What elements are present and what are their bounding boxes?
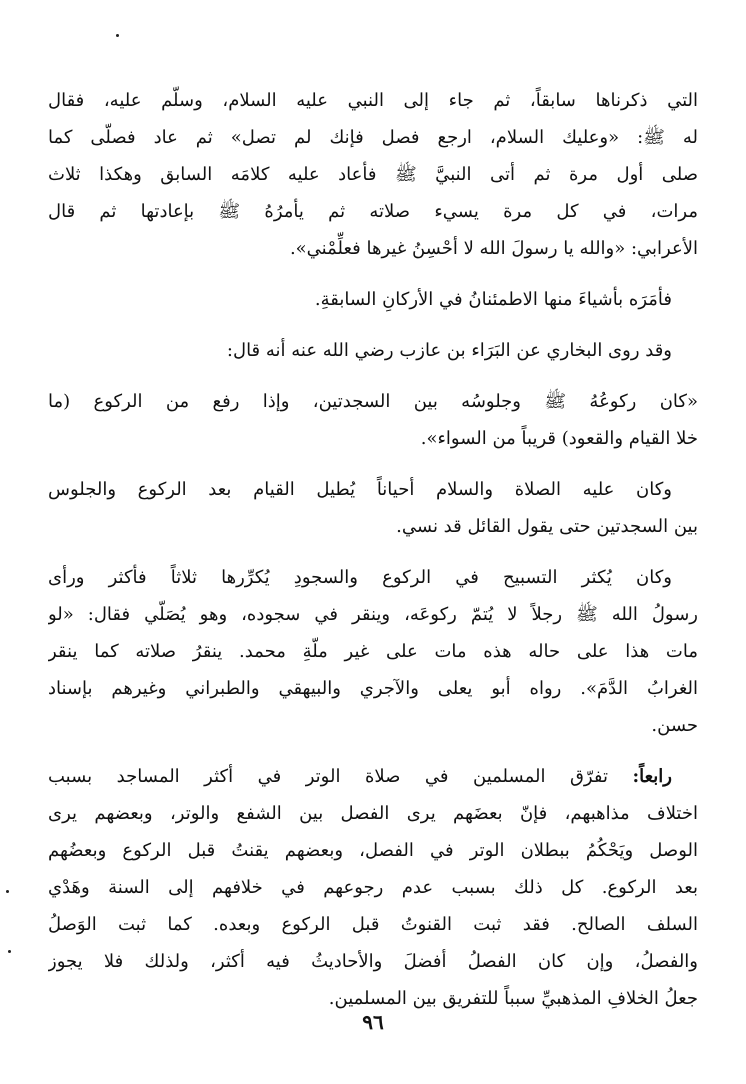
text-line: وكان عليه الصلاة والسلام أحياناً يُطيل القيام بعد الركوع والجلوس — [48, 479, 672, 500]
text-line: له ﷺ: «وعليك السلام، ارجع فصل فإنك لم تصل» ثم عاد فصلّى كما — [48, 127, 698, 148]
scan-speck — [116, 34, 119, 37]
text-line: التي ذكرناها سابقاً، ثم جاء إلى النبي عليه السلام، وسلّم عليه، فقال — [48, 90, 698, 111]
scan-speck — [6, 890, 9, 893]
text-line: فأمَرَه بأشياءَ منها الاطمئنانُ في الأركانِ السابقةِ. — [314, 289, 672, 310]
text-line: مرات، في كل مرة يسيء صلاته ثم يأمرُهُ ﷺ بإعادتها ثم قال — [48, 201, 698, 222]
text-line: بعد الركوع. كل ذلك بسبب عدم رجوعهم في خلافهم إلى السنة وهَدْي — [48, 877, 698, 898]
text-line: اختلاف مذاهبهم، فإنّ بعضَهم يرى الفصل بين الشفع والوتر، وبعضهم يرى — [48, 803, 698, 824]
text-line: مات هذا على حاله هذه مات على غير ملّةِ محمد. ينقرُ صلاته كما ينقر — [48, 641, 698, 662]
text-line: والفصلُ، وإن كان الفصلُ أفضلَ والأحاديثُ فيه أكثر، ولذلك فلا يجوز — [48, 951, 698, 972]
paragraph — [48, 471, 698, 545]
paragraph — [48, 559, 698, 744]
text-span: تفرّق المسلمين في صلاة الوتر في أكثر المساجد بسبب — [48, 766, 633, 787]
text-line: صلى أول مرة ثم أتى النبيَّ ﷺ فأعاد عليه كلامَه السابق وهكذا ثلاث — [48, 164, 698, 185]
text-line: «كان ركوعُهُ ﷺ وجلوسُه بين السجدتين، وإذا رفع من الركوع (ما — [48, 391, 698, 412]
text-line: حسن. — [651, 715, 698, 736]
page-number: ٩٦ — [362, 1010, 384, 1034]
text-line: السلف الصالح. فقد ثبت القنوتُ قبل الركوع وبعده. كما ثبت الوَصلُ — [48, 914, 698, 935]
text-line: خلا القيام والقعود) قريباً من السواء». — [420, 428, 698, 449]
section-lead: رابعاً: — [632, 766, 672, 787]
text-line: وكان يُكثر التسبيح في الركوع والسجودِ يُكرِّرها ثلاثاً فأكثر ورأى — [48, 567, 672, 588]
paragraph — [48, 281, 698, 318]
paragraph — [48, 82, 698, 267]
text-line: الوصل ويَحْكُمُ ببطلان الوتر في الفصل، وبعضهم يقنتُ قبل الركوع وبعضُهم — [48, 840, 698, 861]
paragraph — [48, 758, 698, 1017]
text-line: وقد روى البخاري عن البَرَاء بن عازب رضي الله عنه أنه قال: — [226, 340, 672, 361]
body-text — [48, 82, 698, 1017]
text-line: رسولُ الله ﷺ رجلاً لا يُتمّ ركوعَه، وينقر في سجوده، وهو يُصَلّي فقال: «لو — [48, 604, 698, 625]
scan-speck — [8, 950, 11, 953]
text-line: الغرابُ الدَّمَ». رواه أبو يعلى والآجري والبيهقي والطبراني وغيرهم بإسناد — [48, 678, 698, 699]
text-line: جعلُ الخلافِ المذهبيِّ سبباً للتفريق بين المسلمين. — [328, 988, 698, 1009]
text-line: الأعرابي: «والله يا رسولَ الله لا أحْسِنُ غيرها فعلِّمْني». — [289, 238, 698, 259]
text-line — [48, 758, 698, 795]
paragraph — [48, 383, 698, 457]
paragraph — [48, 332, 698, 369]
text-line: بين السجدتين حتى يقول القائل قد نسي. — [396, 516, 698, 537]
